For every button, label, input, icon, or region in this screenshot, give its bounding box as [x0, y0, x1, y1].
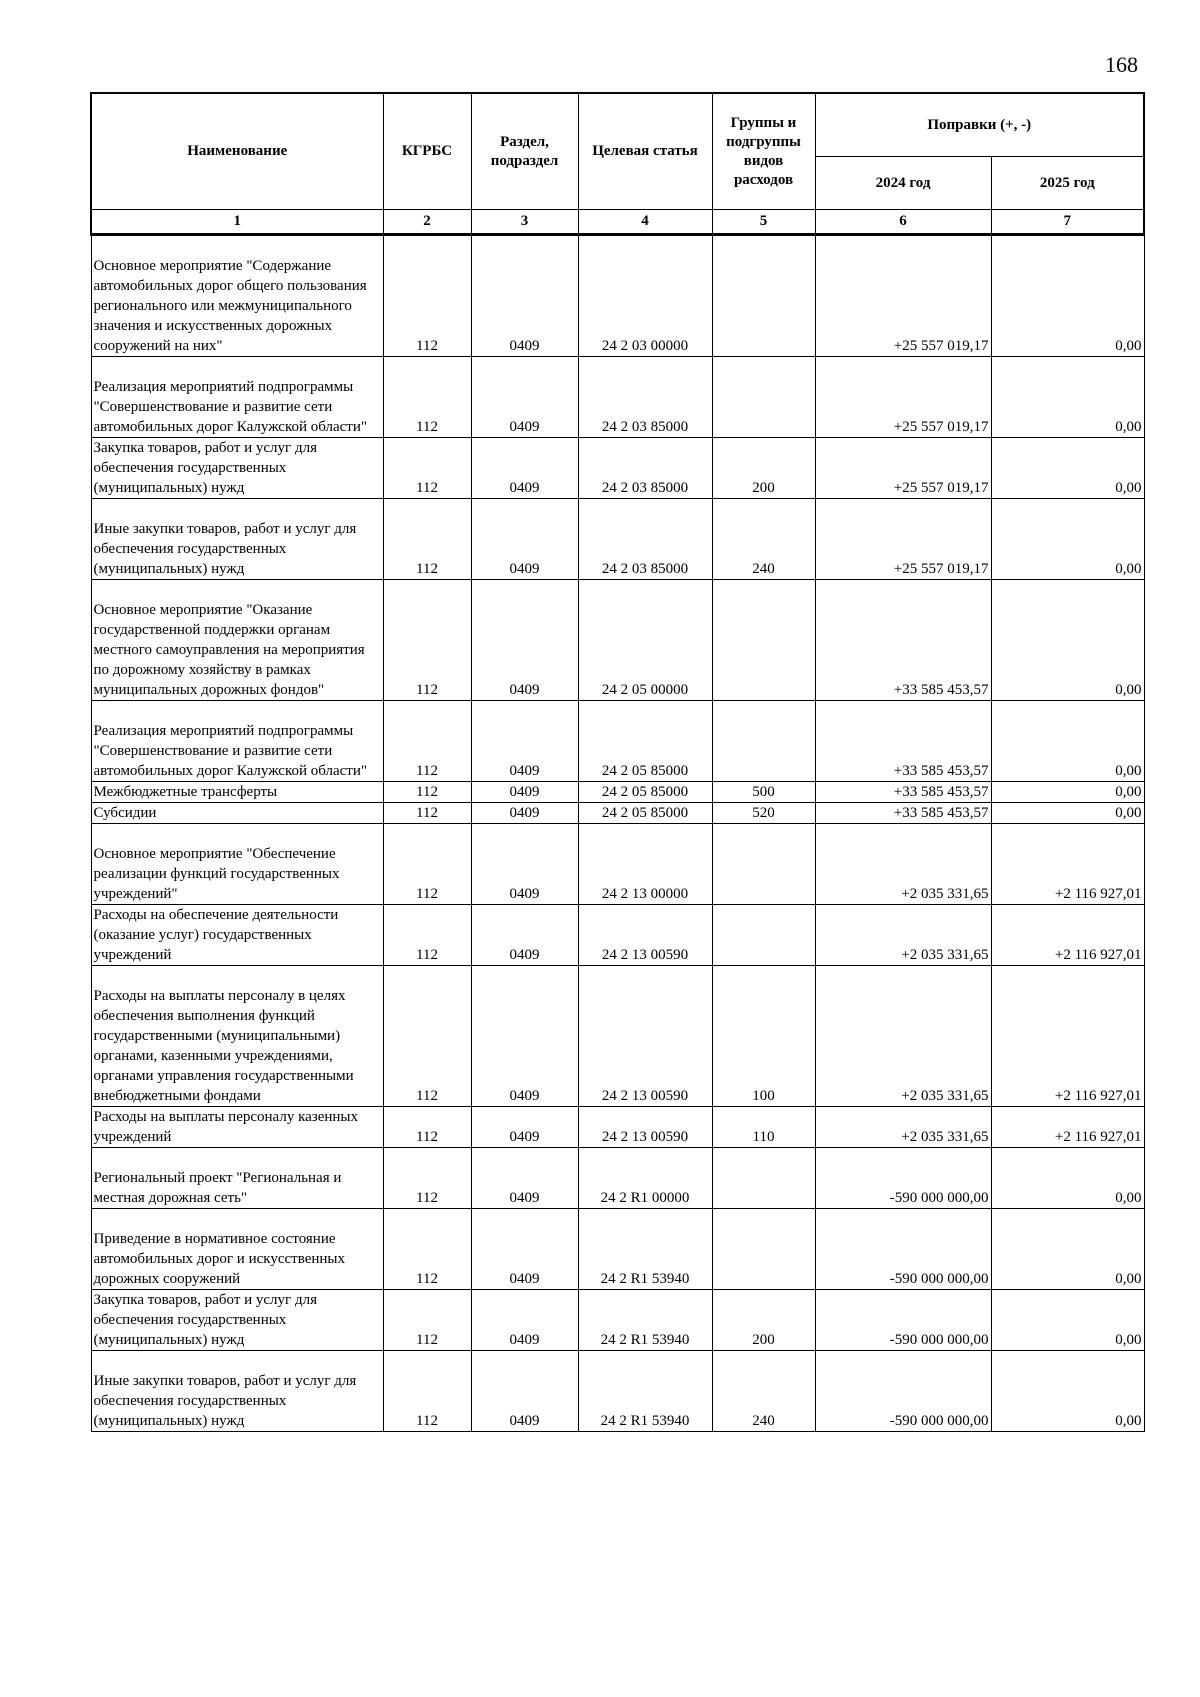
row-amount-2024: -590 000 000,00	[815, 1351, 991, 1432]
row-group: 520	[712, 803, 815, 824]
row-kgrbs: 112	[383, 357, 471, 438]
row-group	[712, 905, 815, 966]
row-group	[712, 824, 815, 905]
row-name: Закупка товаров, работ и услуг для обеспечения государственных (муниципальных) нужд	[91, 438, 383, 499]
row-section: 0409	[471, 1107, 578, 1148]
header-kgrbs: КГРБС	[383, 93, 471, 210]
row-kgrbs: 112	[383, 438, 471, 499]
row-amount-2025: 0,00	[991, 803, 1144, 824]
row-amount-2025: +2 116 927,01	[991, 905, 1144, 966]
table-row	[91, 701, 1144, 782]
row-section: 0409	[471, 966, 578, 1107]
row-target: 24 2 R1 53940	[578, 1351, 712, 1432]
row-section: 0409	[471, 438, 578, 499]
table-row	[91, 1148, 1144, 1209]
row-amount-2024: +33 585 453,57	[815, 701, 991, 782]
row-name: Реализация мероприятий подпрограммы "Совершенствование и развитие сети автомобильных дорог Калужской области"	[91, 701, 383, 782]
table-row	[91, 824, 1144, 905]
row-name: Иные закупки товаров, работ и услуг для обеспечения государственных (муниципальных) нужд	[91, 1351, 383, 1432]
column-number: 6	[815, 210, 991, 235]
row-section: 0409	[471, 905, 578, 966]
row-amount-2024: +2 035 331,65	[815, 966, 991, 1107]
row-target: 24 2 03 85000	[578, 499, 712, 580]
row-group	[712, 357, 815, 438]
row-section: 0409	[471, 357, 578, 438]
row-amount-2024: -590 000 000,00	[815, 1209, 991, 1290]
row-target: 24 2 05 00000	[578, 580, 712, 701]
row-section: 0409	[471, 824, 578, 905]
row-amount-2024: +25 557 019,17	[815, 357, 991, 438]
row-section: 0409	[471, 499, 578, 580]
header-amendments: Поправки (+, -)	[815, 93, 1144, 157]
row-amount-2025: 0,00	[991, 1209, 1144, 1290]
row-amount-2025: 0,00	[991, 1290, 1144, 1351]
budget-table	[90, 92, 1145, 1432]
row-name: Иные закупки товаров, работ и услуг для обеспечения государственных (муниципальных) нужд	[91, 499, 383, 580]
header-year-2024: 2024 год	[815, 157, 991, 210]
page-number: 168	[1105, 52, 1138, 77]
row-kgrbs: 112	[383, 580, 471, 701]
table-row	[91, 803, 1144, 824]
row-kgrbs: 112	[383, 782, 471, 803]
row-group: 240	[712, 1351, 815, 1432]
row-kgrbs: 112	[383, 1107, 471, 1148]
row-section: 0409	[471, 1290, 578, 1351]
row-name: Межбюджетные трансферты	[91, 782, 383, 803]
row-amount-2024: +33 585 453,57	[815, 580, 991, 701]
column-number: 5	[712, 210, 815, 235]
row-group: 240	[712, 499, 815, 580]
row-kgrbs: 112	[383, 1290, 471, 1351]
table-row	[91, 1107, 1144, 1148]
row-name: Основное мероприятие "Содержание автомобильных дорог общего пользования регионального или межмуниципального значения и искусственных дорожных сооружений на них"	[91, 235, 383, 357]
column-number: 3	[471, 210, 578, 235]
table-row	[91, 782, 1144, 803]
row-group: 200	[712, 1290, 815, 1351]
column-number: 1	[91, 210, 383, 235]
row-target: 24 2 03 85000	[578, 357, 712, 438]
row-amount-2024: +25 557 019,17	[815, 235, 991, 357]
row-group: 500	[712, 782, 815, 803]
row-amount-2024: +2 035 331,65	[815, 824, 991, 905]
row-name: Расходы на обеспечение деятельности (оказание услуг) государственных учреждений	[91, 905, 383, 966]
row-section: 0409	[471, 701, 578, 782]
row-name: Субсидии	[91, 803, 383, 824]
table-row	[91, 438, 1144, 499]
row-section: 0409	[471, 235, 578, 357]
row-kgrbs: 112	[383, 824, 471, 905]
row-name: Основное мероприятие "Оказание государственной поддержки органам местного самоуправления на мероприятия по дорожному хозяйству в рамках муниципальных дорожных фондов"	[91, 580, 383, 701]
row-amount-2025: +2 116 927,01	[991, 966, 1144, 1107]
row-amount-2025: 0,00	[991, 782, 1144, 803]
row-kgrbs: 112	[383, 966, 471, 1107]
table-row	[91, 1351, 1144, 1432]
row-amount-2024: +2 035 331,65	[815, 905, 991, 966]
row-target: 24 2 13 00590	[578, 905, 712, 966]
row-section: 0409	[471, 1209, 578, 1290]
row-group	[712, 701, 815, 782]
row-section: 0409	[471, 1148, 578, 1209]
row-kgrbs: 112	[383, 905, 471, 966]
row-name: Расходы на выплаты персоналу казенных учреждений	[91, 1107, 383, 1148]
row-amount-2025: +2 116 927,01	[991, 1107, 1144, 1148]
row-section: 0409	[471, 803, 578, 824]
row-name: Закупка товаров, работ и услуг для обеспечения государственных (муниципальных) нужд	[91, 1290, 383, 1351]
row-target: 24 2 R1 53940	[578, 1209, 712, 1290]
row-amount-2024: +33 585 453,57	[815, 782, 991, 803]
row-amount-2025: +2 116 927,01	[991, 824, 1144, 905]
row-amount-2024: +25 557 019,17	[815, 499, 991, 580]
row-target: 24 2 13 00590	[578, 966, 712, 1107]
row-section: 0409	[471, 782, 578, 803]
row-amount-2024: -590 000 000,00	[815, 1290, 991, 1351]
header-year-2025: 2025 год	[991, 157, 1144, 210]
table-header	[91, 93, 1144, 235]
table-row	[91, 1209, 1144, 1290]
row-target: 24 2 13 00000	[578, 824, 712, 905]
row-target: 24 2 05 85000	[578, 701, 712, 782]
row-amount-2024: +25 557 019,17	[815, 438, 991, 499]
table-row	[91, 580, 1144, 701]
row-target: 24 2 03 85000	[578, 438, 712, 499]
row-kgrbs: 112	[383, 235, 471, 357]
row-name: Основное мероприятие "Обеспечение реализации функций государственных учреждений"	[91, 824, 383, 905]
row-kgrbs: 112	[383, 1209, 471, 1290]
row-target: 24 2 03 00000	[578, 235, 712, 357]
row-amount-2025: 0,00	[991, 1351, 1144, 1432]
table-row	[91, 235, 1144, 357]
row-group	[712, 1148, 815, 1209]
row-target: 24 2 R1 00000	[578, 1148, 712, 1209]
row-name: Расходы на выплаты персоналу в целях обеспечения выполнения функций государственными (муниципальными) органами, казенными учреждениями, органами управления государственными внебюджетными фондами	[91, 966, 383, 1107]
row-amount-2025: 0,00	[991, 235, 1144, 357]
row-section: 0409	[471, 1351, 578, 1432]
row-amount-2025: 0,00	[991, 438, 1144, 499]
row-group	[712, 235, 815, 357]
table-row	[91, 499, 1144, 580]
row-kgrbs: 112	[383, 1351, 471, 1432]
row-amount-2025: 0,00	[991, 499, 1144, 580]
table-body	[91, 235, 1144, 1432]
row-amount-2025: 0,00	[991, 701, 1144, 782]
row-amount-2025: 0,00	[991, 1148, 1144, 1209]
table-row	[91, 357, 1144, 438]
row-target: 24 2 R1 53940	[578, 1290, 712, 1351]
column-number: 4	[578, 210, 712, 235]
header-groups: Группы и подгруппы видов расходов	[712, 93, 815, 210]
row-target: 24 2 05 85000	[578, 803, 712, 824]
row-amount-2024: +2 035 331,65	[815, 1107, 991, 1148]
row-amount-2025: 0,00	[991, 580, 1144, 701]
row-kgrbs: 112	[383, 499, 471, 580]
row-name: Реализация мероприятий подпрограммы "Совершенствование и развитие сети автомобильных дорог Калужской области"	[91, 357, 383, 438]
row-amount-2025: 0,00	[991, 357, 1144, 438]
row-kgrbs: 112	[383, 803, 471, 824]
table-row	[91, 1290, 1144, 1351]
row-section: 0409	[471, 580, 578, 701]
column-number: 7	[991, 210, 1144, 235]
row-kgrbs: 112	[383, 1148, 471, 1209]
row-target: 24 2 05 85000	[578, 782, 712, 803]
row-amount-2024: -590 000 000,00	[815, 1148, 991, 1209]
row-amount-2024: +33 585 453,57	[815, 803, 991, 824]
header-target: Целевая статья	[578, 93, 712, 210]
row-target: 24 2 13 00590	[578, 1107, 712, 1148]
row-group	[712, 580, 815, 701]
column-number: 2	[383, 210, 471, 235]
row-group	[712, 1209, 815, 1290]
header-name: Наименование	[91, 93, 383, 210]
row-name: Региональный проект "Региональная и местная дорожная сеть"	[91, 1148, 383, 1209]
table-row	[91, 966, 1144, 1107]
row-group: 110	[712, 1107, 815, 1148]
row-name: Приведение в нормативное состояние автомобильных дорог и искусственных дорожных сооружений	[91, 1209, 383, 1290]
header-section: Раздел, подраздел	[471, 93, 578, 210]
row-group: 200	[712, 438, 815, 499]
table-row	[91, 905, 1144, 966]
row-kgrbs: 112	[383, 701, 471, 782]
row-group: 100	[712, 966, 815, 1107]
